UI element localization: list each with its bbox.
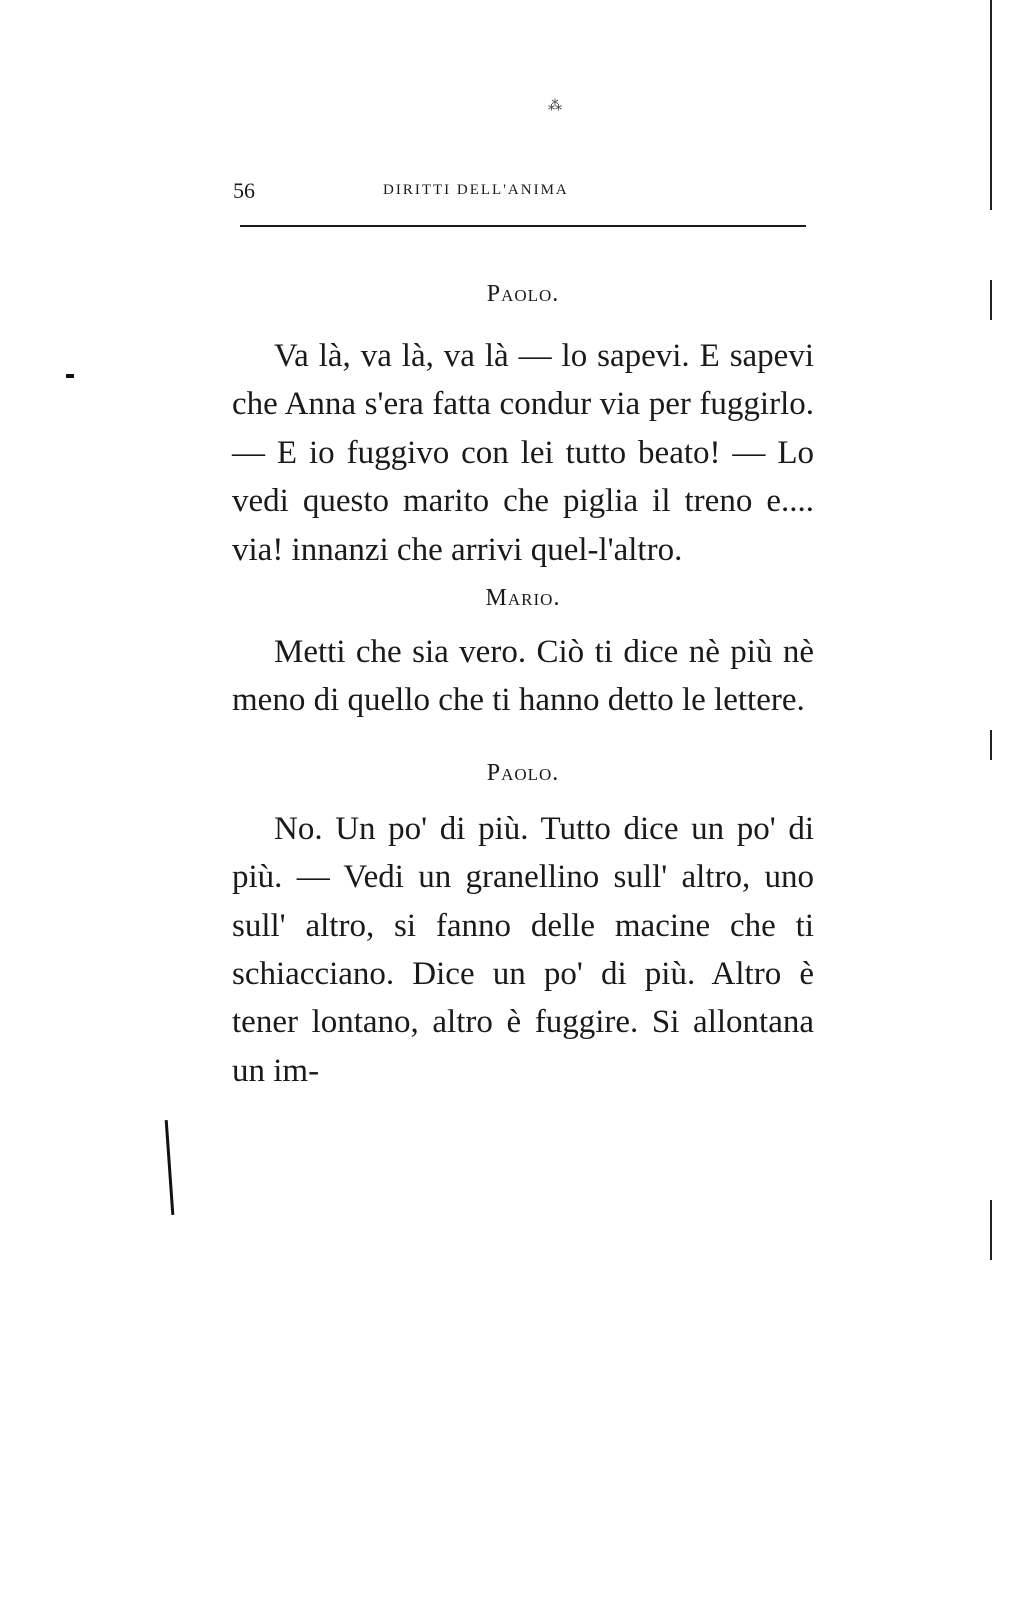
- dialogue-body: [232, 270, 814, 1095]
- page-number: 56: [233, 178, 255, 203]
- running-title: DIRITTI DELL'ANIMA: [383, 182, 569, 198]
- header-rule: [240, 225, 806, 227]
- speech-paragraph: No. Un po' di più. Tutto dice un po' di più. — Vedi un granellino sull' altro, uno sull' altro, si fanno delle macine che ti schiacciano. Dice un po' di più. Altro è tener lontano, altro è fuggire. Si allontana un im-: [232, 810, 814, 1089]
- speech-paragraph: Metti che sia vero. Ciò ti dice nè più nè meno di quello che ti hanno detto le lettere.: [232, 634, 814, 719]
- speech-paragraph: Va là, va là, va là — lo sapevi. E sapevi che Anna s'era fatta condur via per fuggirlo. — E io fuggivo con lei tutto beato! — Lo vedi questo marito che piglia il treno e.... via! innanzi che arrivi quel-l'altro.: [232, 338, 814, 568]
- binding-edge: [990, 0, 992, 1600]
- page-header: [233, 178, 807, 210]
- speaker-name: Mario.: [485, 585, 561, 612]
- speaker-name: Paolo.: [486, 759, 560, 786]
- speaker-name: Paolo.: [486, 281, 560, 307]
- ink-speck: [66, 374, 74, 378]
- pencil-mark: [165, 1120, 175, 1215]
- ornament-mark: ⁂: [548, 99, 562, 114]
